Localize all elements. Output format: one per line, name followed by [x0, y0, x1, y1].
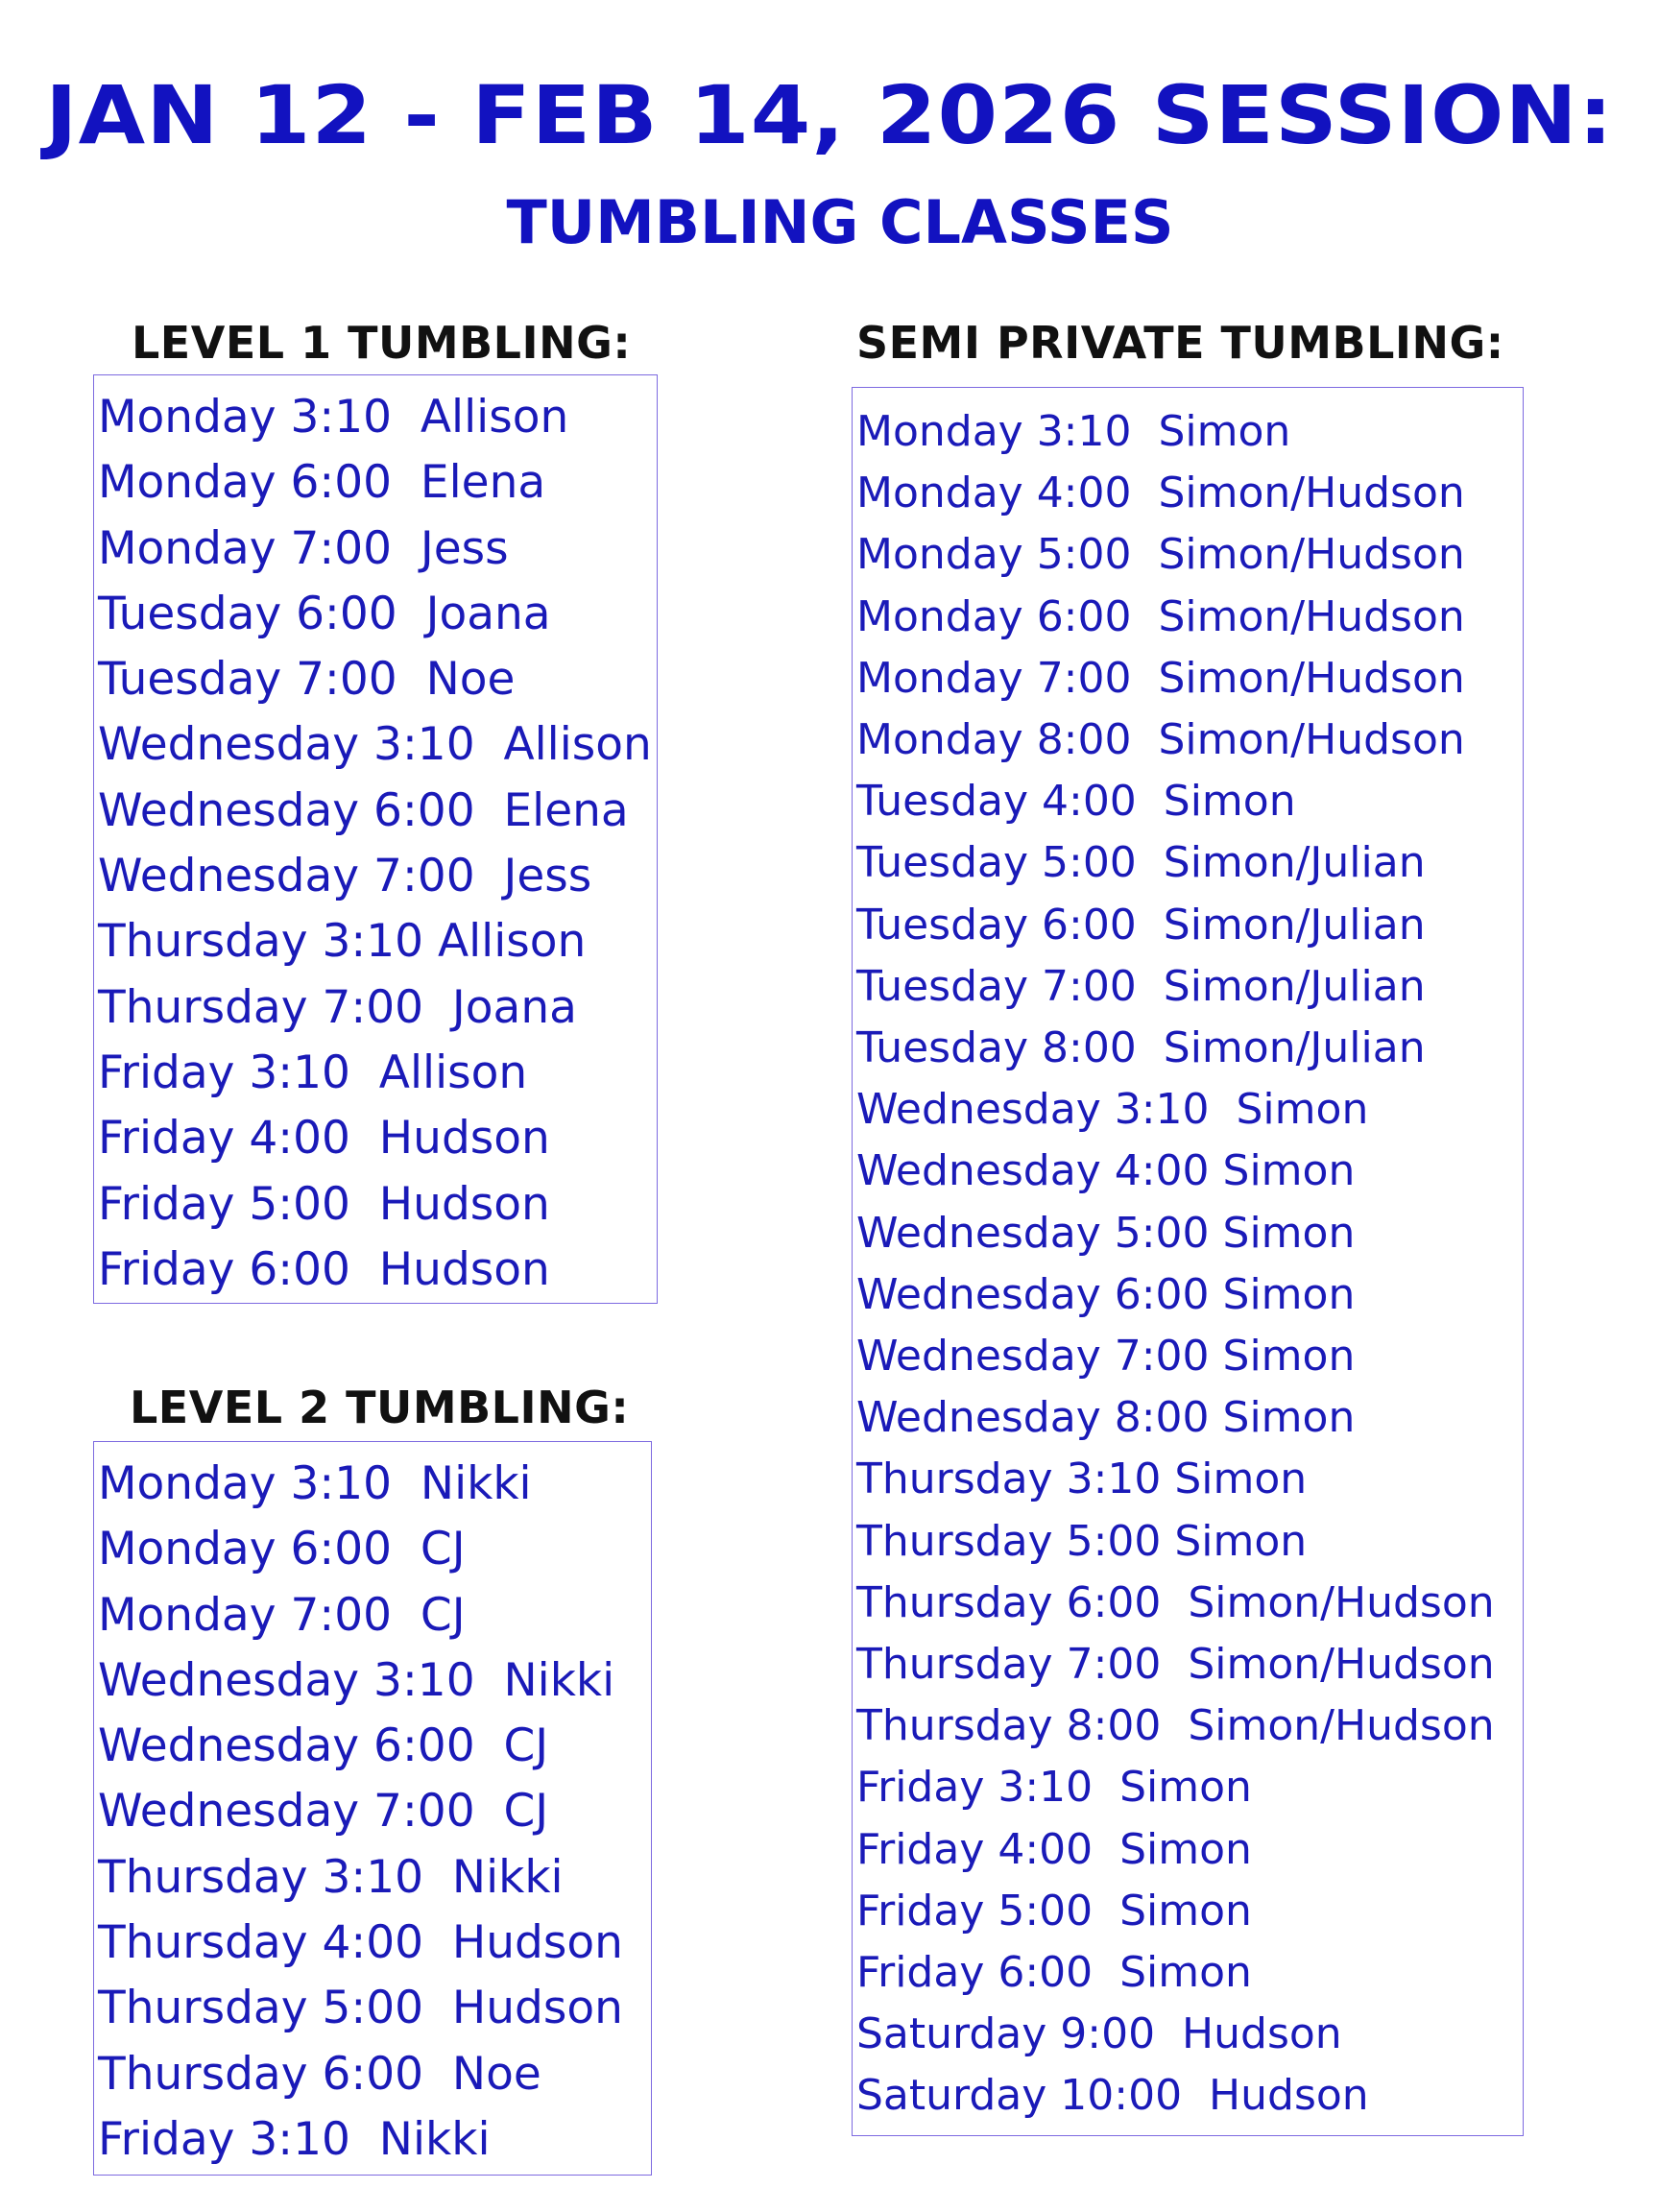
- page-title: JAN 12 - FEB 14, 2026 SESSION:: [45, 68, 1614, 162]
- level-1-class-item: Tuesday 6:00 Joana: [98, 587, 551, 640]
- semi-private-class-list: [853, 388, 1523, 2128]
- level-2-class-item: Wednesday 7:00 CJ: [98, 1785, 549, 1839]
- level-2-heading: LEVEL 2 TUMBLING:: [130, 1382, 630, 1433]
- level-1-class-item: Wednesday 6:00 Elena: [98, 783, 629, 837]
- level-1-class-item: Tuesday 7:00 Noe: [98, 653, 516, 707]
- level-2-class-item: Friday 3:10 Nikki: [98, 2112, 491, 2166]
- semi-private-class-item: Saturday 9:00 Hudson: [856, 2009, 1342, 2059]
- semi-private-class-item: Wednesday 8:00 Simon: [856, 1393, 1356, 1443]
- semi-private-class-item: Tuesday 5:00 Simon/Julian: [856, 838, 1426, 888]
- level-1-class-item: Thursday 7:00 Joana: [98, 980, 577, 1034]
- semi-private-class-item: Thursday 6:00 Simon/Hudson: [856, 1577, 1495, 1627]
- semi-private-class-item: Wednesday 3:10 Simon: [856, 1085, 1369, 1135]
- level-1-schedule-box: [93, 374, 658, 1304]
- level-1-heading: LEVEL 1 TUMBLING:: [132, 317, 632, 369]
- level-1-class-list: [94, 375, 657, 1303]
- semi-private-class-item: Wednesday 7:00 Simon: [856, 1332, 1356, 1382]
- level-2-class-item: Thursday 3:10 Nikki: [98, 1850, 564, 1904]
- semi-private-class-item: Thursday 8:00 Simon/Hudson: [856, 1701, 1495, 1751]
- semi-private-class-item: Thursday 7:00 Simon/Hudson: [856, 1640, 1495, 1690]
- level-1-class-item: Friday 4:00 Hudson: [98, 1112, 550, 1166]
- semi-private-class-item: Monday 4:00 Simon/Hudson: [856, 469, 1465, 518]
- semi-private-heading: SEMI PRIVATE TUMBLING:: [856, 317, 1504, 369]
- level-2-class-item: Thursday 5:00 Hudson: [98, 1982, 623, 2035]
- semi-private-class-item: Thursday 3:10 Simon: [856, 1455, 1308, 1504]
- semi-private-class-item: Tuesday 7:00 Simon/Julian: [856, 961, 1426, 1011]
- page-subtitle: TUMBLING CLASSES: [506, 187, 1174, 257]
- semi-private-class-item: Tuesday 8:00 Simon/Julian: [856, 1023, 1426, 1073]
- level-2-class-item: Wednesday 3:10 Nikki: [98, 1653, 615, 1707]
- level-2-class-item: Wednesday 6:00 CJ: [98, 1719, 549, 1773]
- semi-private-schedule-box: [852, 387, 1524, 2136]
- semi-private-class-item: Monday 6:00 Simon/Hudson: [856, 591, 1465, 641]
- semi-private-class-item: Friday 5:00 Simon: [856, 1886, 1252, 1936]
- level-2-class-item: Monday 7:00 CJ: [98, 1588, 466, 1642]
- level-1-class-item: Wednesday 3:10 Allison: [98, 718, 652, 772]
- semi-private-class-item: Wednesday 6:00 Simon: [856, 1269, 1356, 1319]
- semi-private-class-item: Friday 4:00 Simon: [856, 1824, 1252, 1874]
- semi-private-class-item: Tuesday 4:00 Simon: [856, 777, 1296, 827]
- level-1-class-item: Friday 6:00 Hudson: [98, 1242, 550, 1296]
- level-1-class-item: Wednesday 7:00 Jess: [98, 850, 592, 903]
- semi-private-class-item: Friday 6:00 Simon: [856, 1948, 1252, 1998]
- semi-private-class-item: Saturday 10:00 Hudson: [856, 2071, 1369, 2121]
- level-1-class-item: Monday 7:00 Jess: [98, 521, 509, 575]
- level-2-class-item: Monday 6:00 CJ: [98, 1523, 466, 1576]
- level-2-class-item: Thursday 4:00 Hudson: [98, 1916, 623, 1970]
- semi-private-class-item: Monday 8:00 Simon/Hudson: [856, 715, 1465, 765]
- level-2-class-item: Thursday 6:00 Noe: [98, 2047, 541, 2101]
- semi-private-class-item: Monday 7:00 Simon/Hudson: [856, 653, 1465, 703]
- semi-private-class-item: Monday 3:10 Simon: [856, 407, 1291, 456]
- level-1-class-item: Thursday 3:10 Allison: [98, 915, 587, 969]
- level-1-class-item: Monday 6:00 Elena: [98, 456, 546, 510]
- semi-private-class-item: Monday 5:00 Simon/Hudson: [856, 530, 1465, 580]
- semi-private-class-item: Wednesday 5:00 Simon: [856, 1208, 1356, 1258]
- semi-private-class-item: Friday 3:10 Simon: [856, 1763, 1252, 1813]
- level-2-schedule-box: [93, 1441, 652, 2176]
- semi-private-class-item: Tuesday 6:00 Simon/Julian: [856, 900, 1426, 950]
- semi-private-class-item: Wednesday 4:00 Simon: [856, 1146, 1356, 1196]
- level-1-class-item: Friday 5:00 Hudson: [98, 1177, 550, 1231]
- semi-private-class-item: Thursday 5:00 Simon: [856, 1516, 1308, 1566]
- level-1-class-item: Monday 3:10 Allison: [98, 391, 569, 444]
- level-2-class-list: [94, 1442, 651, 2173]
- level-2-class-item: Monday 3:10 Nikki: [98, 1457, 532, 1510]
- level-1-class-item: Friday 3:10 Allison: [98, 1046, 528, 1099]
